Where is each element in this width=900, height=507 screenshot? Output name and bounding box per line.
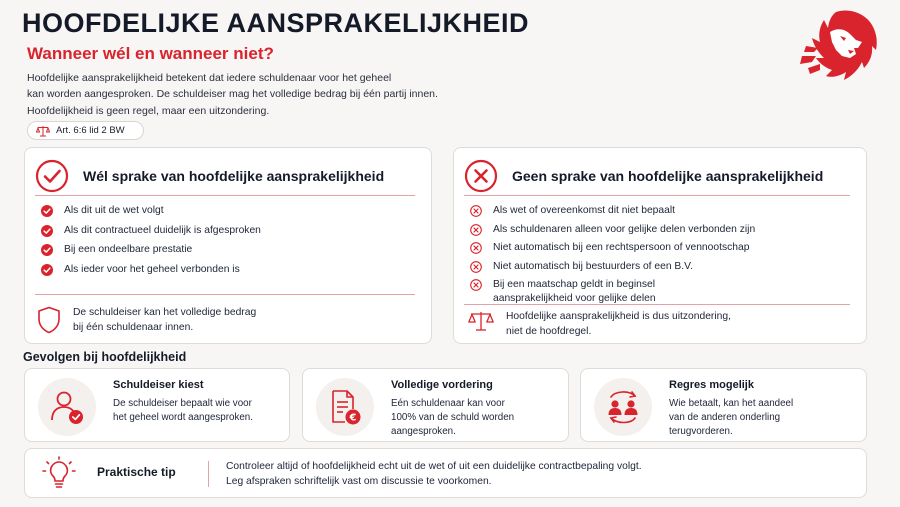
card-text (669, 397, 849, 438)
no-card (453, 147, 867, 344)
yes-card-footer (37, 306, 256, 335)
card-text-line: Wie betaalt, kan het aandeel (669, 398, 794, 409)
x-icon (470, 279, 482, 291)
list-item-text: Bij een ondeelbare prestatie (64, 244, 193, 255)
lightbulb-icon (41, 456, 77, 492)
list-item (41, 204, 417, 224)
card-text-line: De schuldeiser bepaalt wie voor (113, 398, 252, 409)
section-title: Gevolgen bij hoofdelijkheid (23, 350, 187, 364)
intro-line: Hoofdelijke aansprakelijkheid betekent dat iedere schuldenaar voor het geheel (27, 72, 392, 84)
scales-icon (468, 310, 494, 332)
article-reference-badge (27, 121, 144, 140)
consequence-card (302, 368, 569, 442)
list-item (470, 260, 852, 279)
list-item-text: Niet automatisch bij een rechtspersoon of vennootschap (493, 242, 750, 253)
divider (464, 304, 850, 305)
card-title: Volledige vordering (391, 379, 493, 391)
card-text (391, 397, 571, 438)
card-text-line: aangesproken. (391, 425, 456, 437)
no-card-footer (468, 310, 731, 339)
tip-card (24, 448, 867, 498)
consequence-card (24, 368, 290, 442)
list-item (470, 204, 852, 223)
icon-circle (38, 378, 96, 436)
list-item-text: Bij een maatschap geldt in beginsel (493, 279, 655, 290)
yes-card-title: Wél sprake van hoofdelijke aansprakelijkheid (83, 167, 385, 184)
footer-line: De schuldeiser kan het volledige bedrag (73, 307, 257, 318)
intro-line: kan worden aangesproken. De schuldeiser mag het volledige bedrag bij één partij innen. (27, 87, 438, 100)
list-item (41, 243, 417, 263)
list-item (41, 263, 417, 283)
card-title: Schuldeiser kiest (113, 379, 204, 391)
tip-title: Praktische tip (97, 465, 176, 479)
icon-circle (594, 378, 652, 436)
list-item (470, 241, 852, 260)
tip-text (226, 459, 846, 489)
list-item-text: Als schuldenaren alleen voor gelijke delen verbonden zijn (493, 223, 756, 235)
card-text-line: terugvorderen. (669, 425, 733, 437)
footer-line: niet de hoofdregel. (506, 325, 592, 337)
check-icon (41, 244, 53, 256)
page-subtitle: Wanneer wél en wanneer niet? (27, 44, 274, 63)
card-title: Regres mogelijk (669, 379, 754, 391)
card-text (113, 397, 293, 425)
yes-card (24, 147, 432, 344)
scales-icon (36, 125, 50, 137)
list-item-text: Niet automatisch bij bestuurders of een B.V. (493, 260, 693, 272)
card-text-line: 100% van de schuld worden (391, 411, 515, 423)
consequence-card (580, 368, 867, 442)
no-card-title: Geen sprake van hoofdelijke aansprakelijkheid (512, 167, 824, 184)
icon-circle (316, 378, 374, 436)
divider (35, 294, 415, 295)
list-item-text: Als dit contractueel duidelijk is afgesproken (64, 224, 261, 236)
tip-line: Controleer altijd of hoofdelijkheid echt uit de wet of uit een duidelijke contractbepaling volgt. (226, 461, 642, 472)
page-title: HOOFDELIJKE AANSPRAKELIJKHEID (22, 8, 530, 38)
tip-line: Leg afspraken schriftelijk vast om discussie te voorkomen. (226, 476, 492, 487)
x-icon (470, 205, 482, 217)
list-item-text: aansprakelijkheid voor gelijke delen (493, 293, 656, 304)
list-item (470, 278, 852, 306)
check-icon (41, 264, 53, 276)
check-icon (41, 205, 53, 217)
article-reference: Art. 6:6 lid 2 BW (56, 125, 125, 136)
person-check-icon (47, 387, 87, 427)
x-icon (470, 242, 482, 254)
intro-line: Hoofdelijkheid is geen regel, maar een uitzondering. (27, 105, 270, 117)
card-text-line: Eén schuldenaar kan voor (391, 398, 505, 409)
x-circle-icon (464, 159, 498, 193)
list-item-text: Als ieder voor het geheel verbonden is (64, 263, 240, 275)
document-euro-icon (325, 387, 365, 427)
yes-card-header (35, 156, 415, 196)
list-item (41, 224, 417, 244)
list-item (470, 223, 852, 242)
shield-icon (37, 306, 61, 334)
divider (208, 461, 209, 487)
intro-text (27, 71, 497, 120)
no-card-header (464, 156, 850, 196)
footer-line: Hoofdelijke aansprakelijkheid is dus uitzondering, (506, 311, 731, 322)
svg-text:€: € (349, 412, 357, 424)
x-icon (470, 224, 482, 236)
lion-logo-icon (796, 6, 882, 86)
card-text-line: het geheel wordt aangesproken. (113, 411, 253, 423)
list-item-text: Als wet of overeenkomst dit niet bepaalt (493, 205, 676, 216)
check-circle-icon (35, 159, 69, 193)
x-icon (470, 261, 482, 273)
list-item-text: Als dit uit de wet volgt (64, 205, 164, 216)
yes-list (41, 204, 417, 282)
no-list (470, 204, 852, 306)
check-icon (41, 225, 53, 237)
footer-line: bij één schuldenaar innen. (73, 321, 194, 333)
people-cycle-icon (601, 387, 645, 427)
card-text-line: van de anderen onderling (669, 411, 781, 423)
